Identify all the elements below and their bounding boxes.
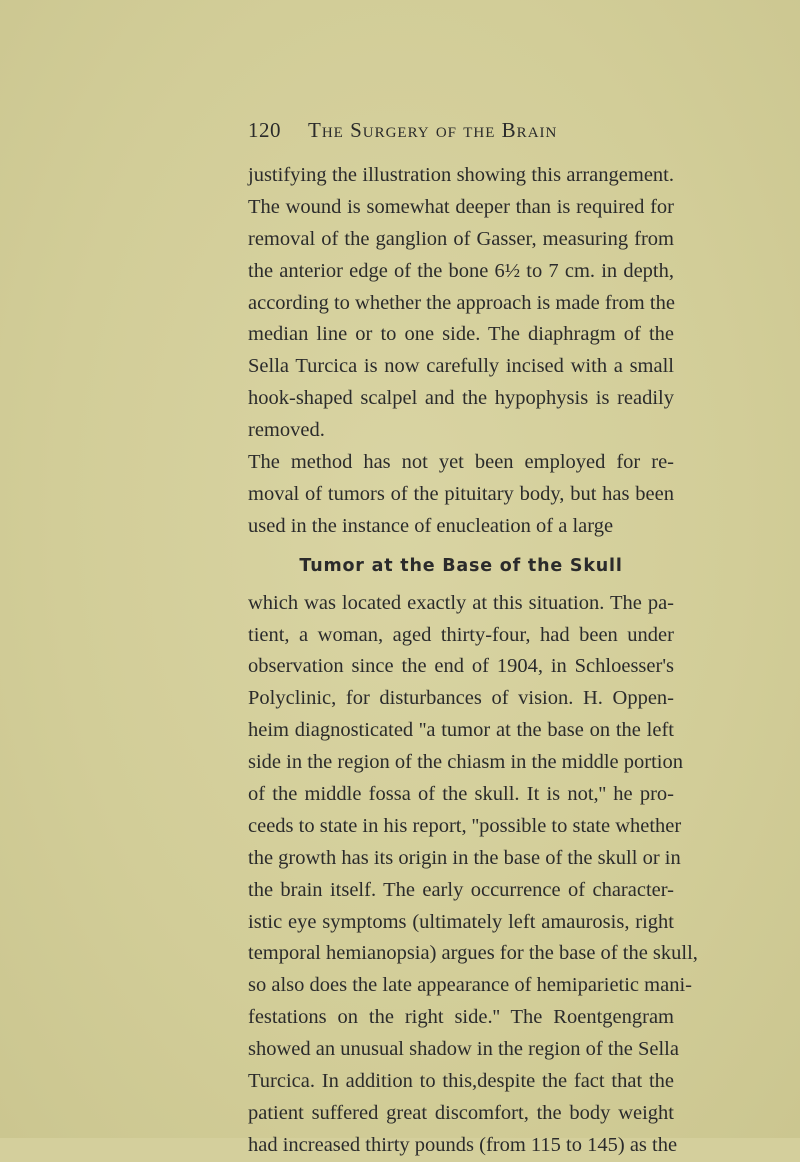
- text-line: hook-shaped scalpel and the hypophysis is readily: [248, 387, 674, 410]
- text-line: istic eye symptoms (ultimately left amaurosis, right: [248, 910, 674, 933]
- page-number: 120: [248, 118, 281, 142]
- text-line: Polyclinic, for disturbances of vision. H. Oppen-: [248, 687, 674, 710]
- text-line: Sella Turcica is now carefully incised with a small: [248, 355, 674, 378]
- text-line: the growth has its origin in the base of the skull or in: [248, 846, 681, 869]
- paragraph-1: [248, 160, 674, 447]
- text-line: used in the instance of enucleation of a large: [248, 514, 614, 537]
- text-line: The wound is somewhat deeper than is required for: [248, 195, 674, 218]
- text-line: Turcica. In addition to this,despite the fact that the: [248, 1070, 674, 1093]
- text-line: removed.: [248, 419, 325, 442]
- section-heading: Tumor at the Base of the Skull: [299, 555, 623, 576]
- text-line: side in the region of the chiasm in the middle portion: [248, 751, 683, 774]
- text-line: The method has not yet been employed for re-: [248, 451, 674, 474]
- text-line: according to whether the approach is made from the: [248, 291, 675, 314]
- text-line: which was located exactly at this situation. The pa-: [248, 591, 674, 614]
- paragraph-3: [248, 588, 698, 1162]
- text-line: temporal hemianopsia) argues for the base of the skull,: [248, 942, 698, 965]
- text-line: showed an unusual shadow in the region of the Sella: [248, 1038, 679, 1061]
- text-line: justifying the illustration showing this arrangement.: [248, 164, 674, 186]
- text-line: of the middle fossa of the skull. It is not,'' he pro-: [248, 783, 674, 806]
- text-line: so also does the late appearance of hemiparietic mani-: [248, 974, 692, 997]
- text-line: had increased thirty pounds (from 115 to 145) as the: [248, 1133, 678, 1156]
- paragraph-2: [248, 447, 674, 543]
- body-text: [248, 160, 698, 1162]
- text-line: median line or to one side. The diaphragm of the: [248, 323, 674, 346]
- text-line: the anterior edge of the bone 6½ to 7 cm. in depth,: [248, 259, 674, 282]
- text-line: patient suffered great discomfort, the body weight: [248, 1101, 674, 1124]
- text-line: removal of the ganglion of Gasser, measuring from: [248, 227, 674, 250]
- running-header: [248, 118, 800, 148]
- running-title: The Surgery of the Brain: [308, 118, 558, 142]
- text-line: heim diagnosticated ''a tumor at the base on the left: [248, 719, 674, 742]
- text-line: tient, a woman, aged thirty-four, had been under: [248, 623, 674, 646]
- text-line: ceeds to state in his report, ''possible to state whether: [248, 814, 682, 837]
- text-line: observation since the end of 1904, in Schloesser's: [248, 655, 674, 678]
- text-line: the brain itself. The early occurrence of character-: [248, 878, 674, 901]
- text-line: moval of tumors of the pituitary body, but has been: [248, 482, 674, 505]
- text-line: festations on the right side.'' The Roentgengram: [248, 1006, 674, 1029]
